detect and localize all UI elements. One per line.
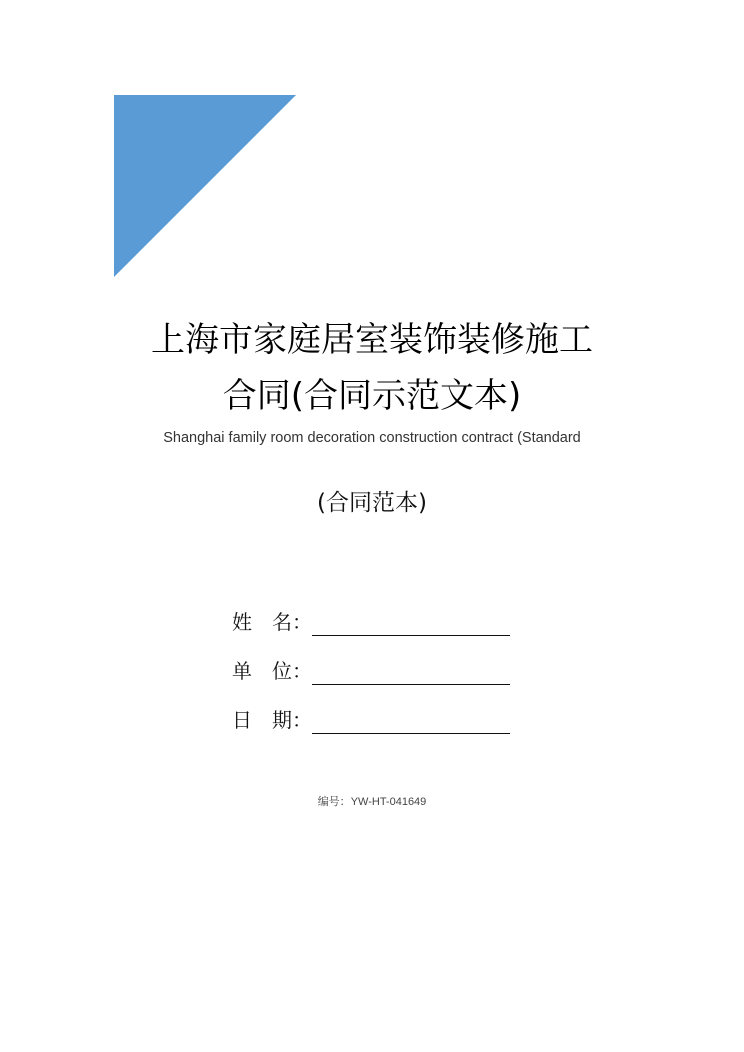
name-field-row [232,604,510,636]
title-line-2: 合同(合同示范文本) [222,376,522,416]
date-field-label: 日 期： [232,708,312,732]
serial-number [0,793,744,809]
date-field-row [232,702,510,734]
decorative-corner-triangle [114,95,296,277]
serial-value: YW-HT-041649 [350,796,427,808]
organization-field-label: 单 位： [232,659,312,683]
organization-blank-line [312,658,510,685]
title-line-1: 上海市家庭居室装饰装修施工 [151,320,593,360]
contract-type-label: (合同范本) [317,490,427,516]
organization-field-row [232,653,510,685]
document-title [100,312,644,416]
date-blank-line [312,707,510,734]
serial-label: 编号： [317,795,351,808]
english-subtitle: Shanghai family room decoration construction contract (Standard [163,430,581,446]
name-field-label: 姓 名： [232,610,312,634]
name-blank-line [312,609,510,636]
